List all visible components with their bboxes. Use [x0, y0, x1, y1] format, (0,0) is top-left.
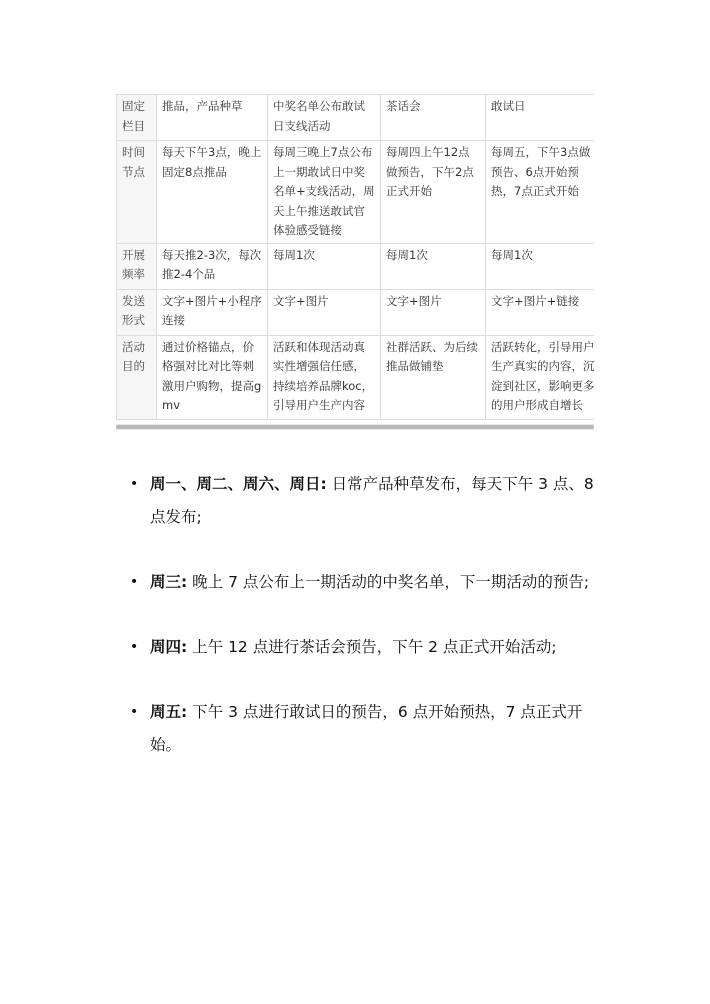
- table-cell: 每周四上午12点做预告，下午2点正式开始: [381, 141, 486, 244]
- list-item: [130, 468, 600, 534]
- schedule-bullet-list: [130, 468, 600, 794]
- schedule-table-container: [116, 94, 594, 426]
- row-header-cell: 开展频率: [117, 243, 157, 289]
- bullet-label: 周四:: [150, 638, 188, 656]
- table-cell: 文字+图片: [268, 289, 381, 335]
- table-row: [117, 243, 595, 289]
- row-header-cell: 发送形式: [117, 289, 157, 335]
- bullet-label: 周一、周二、周六、周日:: [150, 475, 327, 493]
- list-item: [130, 696, 600, 762]
- horizontal-scrollbar[interactable]: [116, 424, 594, 430]
- bullet-icon: •: [130, 574, 139, 590]
- table-cell: 文字+图片: [381, 289, 486, 335]
- table-cell: 敢试日: [486, 95, 595, 141]
- table-cell: 活跃和体现活动真实性增强信任感，持续培养品牌koc，引导用户生产内容: [268, 335, 381, 419]
- row-header-cell: 活动目的: [117, 335, 157, 419]
- table-cell: 推品，产品种草: [157, 95, 268, 141]
- list-item: [130, 566, 600, 599]
- list-item: [130, 631, 600, 664]
- bullet-icon: •: [130, 704, 139, 720]
- bullet-icon: •: [130, 639, 139, 655]
- bullet-text: 上午 12 点进行茶话会预告，下午 2 点正式开始活动;: [192, 638, 557, 656]
- table-cell: 文字+图片+小程序连接: [157, 289, 268, 335]
- bullet-text: 晚上 7 点公布上一期活动的中奖名单，下一期活动的预告;: [192, 573, 590, 591]
- table-row: [117, 335, 595, 419]
- table-cell: 文字+图片+链接: [486, 289, 595, 335]
- bullet-icon: •: [130, 476, 139, 492]
- table-cell: 每周1次: [268, 243, 381, 289]
- bullet-label: 周三:: [150, 573, 188, 591]
- table-cell: 活跃转化，引导用户生产真实的内容，沉淀到社区，影响更多的用户形成自增长: [486, 335, 595, 419]
- table-row: [117, 95, 595, 141]
- table-cell: 中奖名单公布敢试日支线活动: [268, 95, 381, 141]
- table-cell: 每周1次: [486, 243, 595, 289]
- table-cell: 每天下午3点，晚上固定8点推品: [157, 141, 268, 244]
- table-cell: 每周三晚上7点公布上一期敢试日中奖名单+支线活动，周天上午推送敢试官体验感受链接: [268, 141, 381, 244]
- row-header-cell: 时间节点: [117, 141, 157, 244]
- table-cell: 通过价格锚点，价格强对比对比等刺激用户购物，提高gmv: [157, 335, 268, 419]
- scrollbar-thumb[interactable]: [116, 425, 594, 429]
- table-cell: 每周1次: [381, 243, 486, 289]
- table-row: [117, 141, 595, 244]
- table-cell: 每周五，下午3点做预告、6点开始预热，7点正式开始: [486, 141, 595, 244]
- bullet-text: 日常产品种草发布，每天下午 3 点、8 点发布;: [150, 475, 594, 526]
- bullet-text: 下午 3 点进行敢试日的预告，6 点开始预热，7 点正式开始。: [150, 703, 583, 754]
- table-cell: 每天推2-3次，每次推2-4个品: [157, 243, 268, 289]
- table-cell: 茶话会: [381, 95, 486, 141]
- row-header-cell: 固定栏目: [117, 95, 157, 141]
- table-row: [117, 289, 595, 335]
- bullet-label: 周五:: [150, 703, 188, 721]
- schedule-table: [116, 94, 594, 420]
- table-cell: 社群活跃、为后续推品做铺垫: [381, 335, 486, 419]
